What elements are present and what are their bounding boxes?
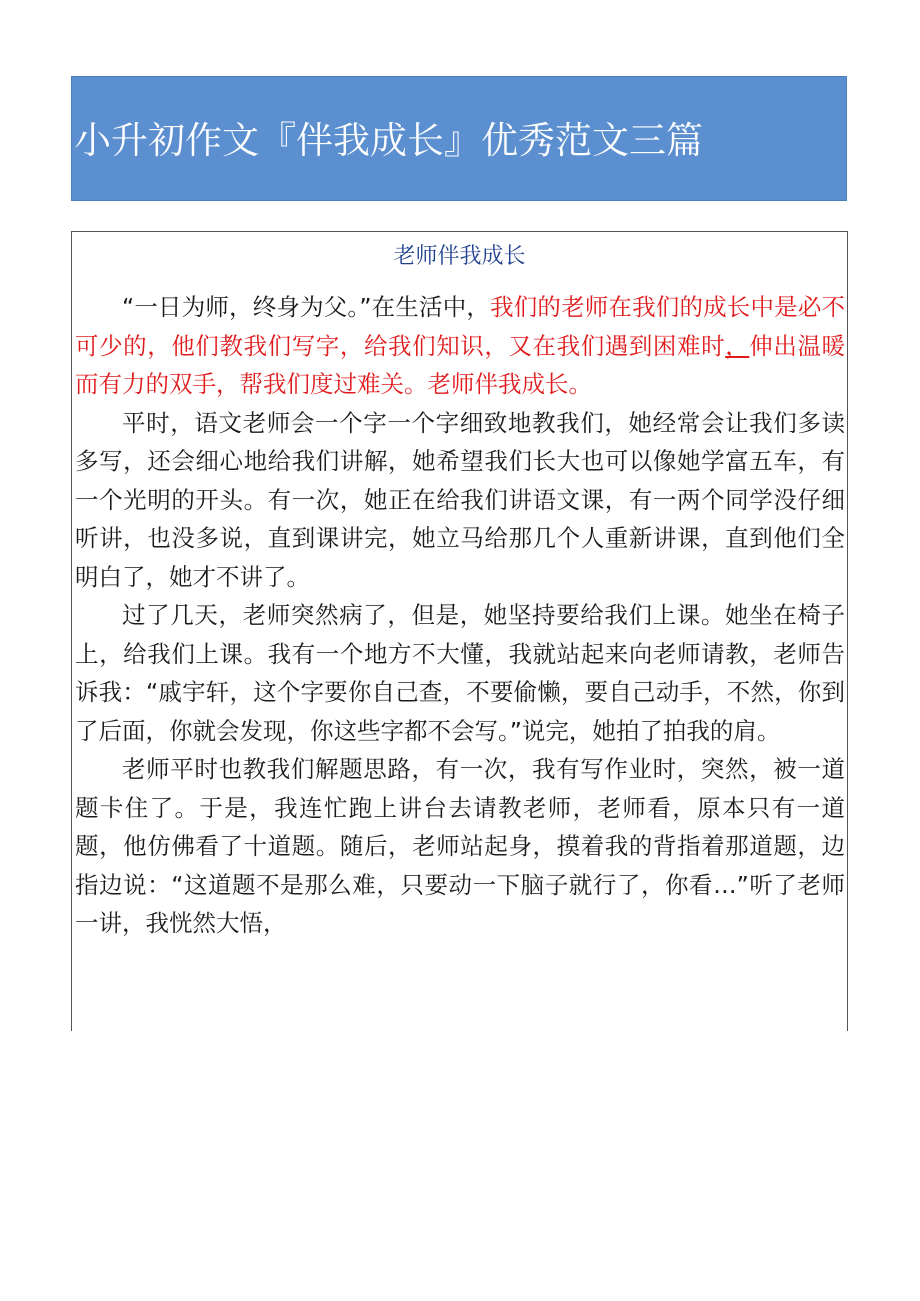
article-container	[71, 231, 848, 1031]
page-title: 小升初作文『伴我成长』优秀范文三篇	[74, 119, 703, 162]
paragraph-1-highlight-end: 伸出温暖而有力的双手，帮我们度过难关。老师伴我成长。	[75, 331, 846, 398]
paragraph-4: 老师平时也教我们解题思路，有一次，我有写作业时，突然，被一道题卡住了。于是，我连忙跑上讲台去请教老师，老师看，原本只有一道题，他仿佛看了十道题。随后，老师站起身，摸着我的背指着那道题，边指边说：“这道题不是那么难，只要动一下脑子就行了，你看…”听了老师一讲，我恍然大悟，	[75, 755, 845, 937]
paragraph-1-intro: “一日为师，终身为父。”在生活中，	[122, 293, 491, 321]
paragraph-2: 平时，语文老师会一个字一个字细致地教我们，她经常会让我们多读多写，还会细心地给我们讲解，她希望我们长大也可以像她学富五车，有一个光明的开头。有一次，她正在给我们讲语文课，有一两个同学没仔细听讲，也没多说，直到课讲完，她立马给那几个人重新讲课，直到他们全明白了，她才不讲了。	[75, 408, 845, 591]
paragraph-1-highlight-underlined: ，	[725, 331, 750, 360]
title-banner	[71, 76, 847, 201]
article-body	[75, 288, 845, 943]
paragraph-1	[75, 288, 845, 404]
paragraph-1-highlight: 我们的老师在我们的成长中是必不可少的，他们教我们写字，给我们知识，又在我们遇到困难时	[75, 293, 845, 360]
article-title: 老师伴我成长	[393, 244, 526, 269]
paragraph-3: 过了几天，老师突然病了，但是，她坚持要给我们上课。她坐在椅子上，给我们上课。我有一个地方不大懂，我就站起来向老师请教，老师告诉我：“戚宇轩，这个字要你自己查，不要偷懒，要自己动手，不然，你到了后面，你就会发现，你这些字都不会写。”说完，她拍了拍我的肩。	[75, 601, 845, 745]
